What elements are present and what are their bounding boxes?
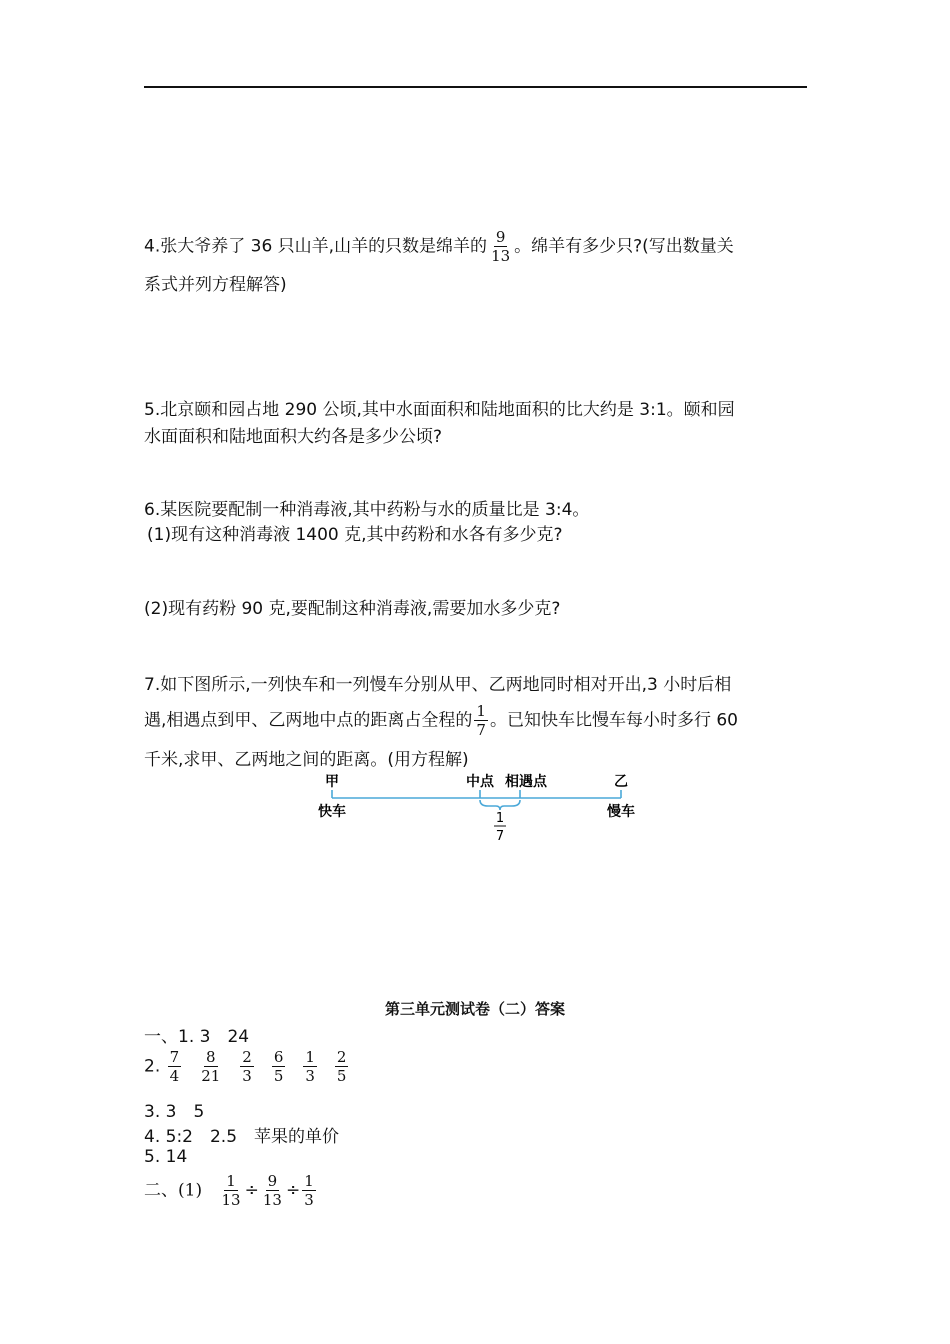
question-5-line-2: 水面面积和陆地面积大约各是多少公顷? [144,427,443,447]
answer-b1 [144,1172,318,1209]
question-4-line-2: 系式并列方程解答) [144,275,287,295]
q7-fraction: $\frac{1}{7}$ [476,702,486,739]
answer-2-fraction: $\frac{2}{5}$ [336,1048,347,1085]
q4-fraction: $\frac{9}{13}$ [491,228,511,265]
label-yi: 乙 [614,774,628,790]
label-fast-train: 快车 [318,804,346,820]
question-6-line-1: 6.某医院要配制一种消毒液,其中药粉与水的质量比是 3:4。 [144,500,590,520]
answer-2-fraction: $\frac{1}{3}$ [305,1048,315,1085]
q7-text-pre: 遇,相遇点到甲、乙两地中点的距离占全程的 [144,710,473,731]
answer-1: 一、1. 3 24 [144,1027,250,1047]
answer-4: 4. 5:2 2.5 苹果的单价 [144,1127,340,1147]
answer-b1-label: 二、(1) [144,1180,203,1201]
brace [480,800,520,810]
answer-5: 5. 14 [144,1147,188,1167]
answer-2-fraction: $\frac{7}{4}$ [169,1048,180,1085]
question-6-sub-2: (2)现有药粉 90 克,要配制这种消毒液,需要加水多少克? [144,599,561,619]
q7-text-post: 。已知快车比慢车每小时多行 60 [489,710,738,731]
diagram-frac-den: 7 [495,829,505,844]
answer-2-fraction: $\frac{8}{21}$ [201,1048,221,1085]
question-7-line-2 [144,702,738,739]
answer-b1-frac-2: $\frac{9}{13}$ [262,1172,282,1209]
answer-2 [144,1048,350,1085]
label-slow-train: 慢车 [607,804,635,820]
answer-b1-op-2: ÷ [285,1180,301,1201]
question-5-line-1: 5.北京颐和园占地 290 公顷,其中水面面积和陆地面积的比大约是 3:1。颐和园 [144,400,735,420]
label-jia: 甲 [325,774,339,790]
label-meeting-point: 相遇点 [505,774,547,790]
question-4-line-1 [144,228,734,265]
answer-3: 3. 3 5 [144,1102,205,1122]
header-rule [144,86,807,88]
question-6-sub-1: (1)现有这种消毒液 1400 克,其中药粉和水各有多少克? [147,525,563,545]
distance-diagram [308,768,648,848]
label-midpoint: 中点 [466,774,494,790]
answer-b1-frac-1: $\frac{1}{13}$ [221,1172,241,1209]
route-line [332,790,621,810]
question-7-line-1: 7.如下图所示,一列快车和一列慢车分别从甲、乙两地同时相对开出,3 小时后相 [144,675,732,695]
answers-title: 第三单元测试卷（二）答案 [384,1000,565,1018]
diagram-frac-num: 1 [495,811,505,826]
answer-2-fraction: $\frac{2}{3}$ [242,1048,252,1085]
question-7-line-3: 千米,求甲、乙两地之间的距离。(用方程解) [144,750,469,770]
answer-b1-frac-3: $\frac{1}{3}$ [304,1172,314,1209]
answer-2-fraction: $\frac{6}{5}$ [273,1048,284,1085]
q4-text-post: 。绵羊有多少只?(写出数量关 [514,236,734,257]
answer-b1-op-1: ÷ [244,1180,259,1201]
q4-text-pre: 4.张大爷养了 36 只山羊,山羊的只数是绵羊的 [144,236,488,257]
answer-2-fractions [166,1048,351,1085]
answer-2-label: 2. [144,1056,161,1077]
